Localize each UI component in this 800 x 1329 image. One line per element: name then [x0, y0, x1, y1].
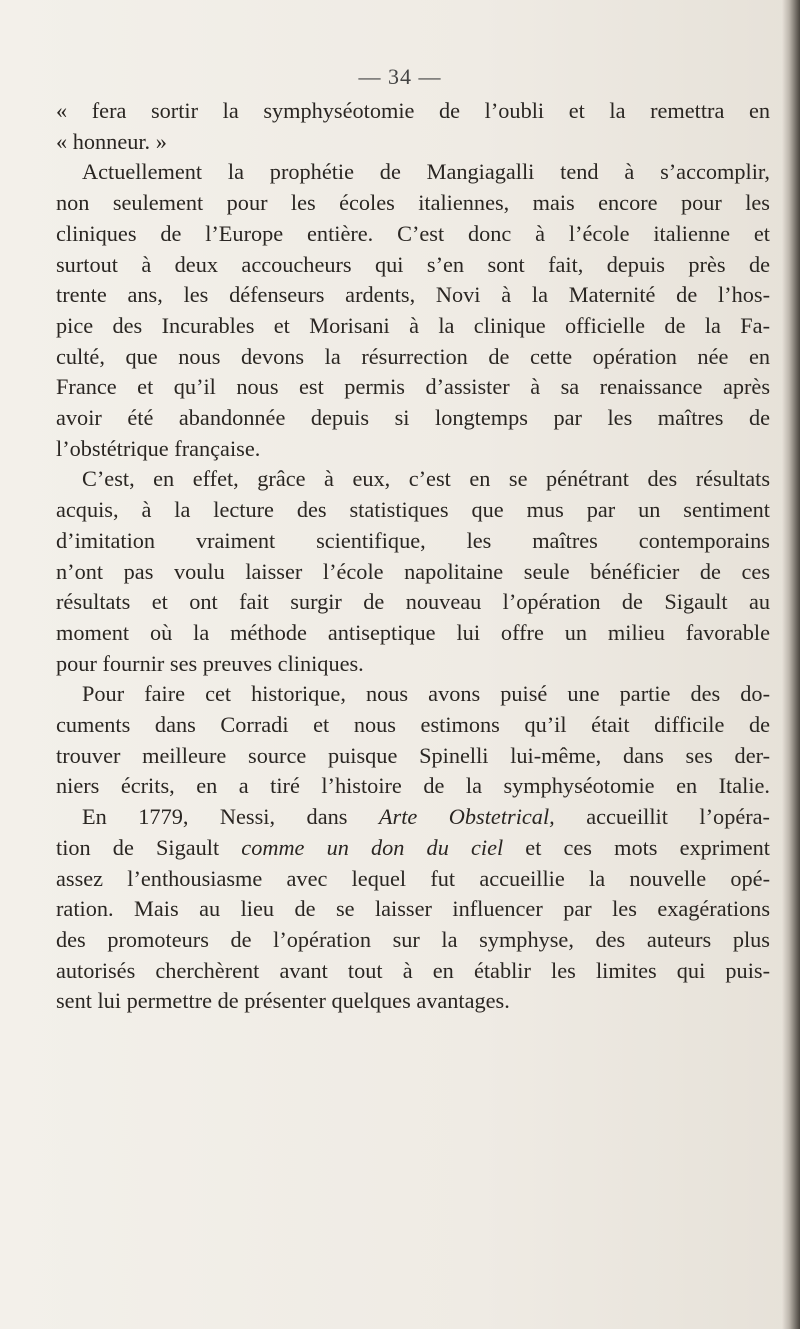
text-line: autorisés cherchèrent avant tout à en établir les limites qui puis- — [56, 957, 770, 983]
text-line: C’est, en effet, grâce à eux, c’est en se pénétrant des résultats — [82, 466, 770, 492]
text-line: acquis, à la lecture des statistiques que mus par un sentiment — [56, 497, 770, 523]
text-line: « honneur. » — [56, 128, 167, 154]
text-line: cuments dans Corradi et nous estimons qu’il était difficile de — [56, 712, 770, 738]
text-line: ration. Mais au lieu de se laisser influencer par les exagérations — [56, 896, 770, 922]
text-line: pour fournir ses preuves cliniques. — [56, 650, 364, 676]
text-line: résultats et ont fait surgir de nouveau l’opération de Sigault au — [56, 589, 770, 615]
text-segment: et ces mots expriment — [503, 834, 770, 860]
text-line: Pour faire cet historique, nous avons puisé une partie des do- — [82, 681, 770, 707]
text-line: sent lui permettre de présenter quelques avantages. — [56, 988, 510, 1014]
page-number: — 34 — — [358, 64, 442, 89]
text-line — [56, 802, 770, 833]
text-line — [56, 833, 770, 864]
text-segment: tion de Sigault — [56, 834, 242, 860]
text-line: culté, que nous devons la résurrection de cette opération née en — [56, 343, 770, 369]
text-line: assez l’enthousiasme avec lequel fut accueillie la nouvelle opé- — [56, 865, 770, 891]
text-line: trouver meilleure source puisque Spinelli lui-même, dans ses der- — [56, 742, 770, 768]
text-line: « fera sortir la symphyséotomie de l’oubli et la remettra en — [56, 98, 770, 123]
page-edge-shadow — [782, 0, 800, 1329]
text-line: des promoteurs de l’opération sur la symphyse, des auteurs plus — [56, 926, 770, 952]
italic-text: Arte Obstetrical, — [378, 804, 555, 830]
body-text — [56, 96, 770, 1017]
text-segment: accueillit l’opéra- — [554, 804, 770, 830]
text-line: cliniques de l’Europe entière. C’est donc à l’école italienne et — [56, 220, 770, 246]
text-segment: En 1779, Nessi, dans — [82, 804, 379, 830]
text-line: n’ont pas voulu laisser l’école napolitaine seule bénéficier de ces — [56, 558, 770, 584]
italic-text: comme un don du ciel — [241, 834, 504, 860]
text-line: trente ans, les défenseurs ardents, Novi à la Maternité de l’hos- — [56, 282, 770, 308]
text-line: avoir été abandonnée depuis si longtemps par les maîtres de — [56, 405, 770, 431]
text-line: non seulement pour les écoles italiennes, mais encore pour les — [56, 190, 770, 216]
text-line: moment où la méthode antiseptique lui offre un milieu favorable — [56, 619, 770, 645]
text-line: Actuellement la prophétie de Mangiagalli tend à s’accomplir, — [82, 159, 770, 185]
text-line: surtout à deux accoucheurs qui s’en sont fait, depuis près de — [56, 251, 770, 277]
text-line: France et qu’il nous est permis d’assister à sa renaissance après — [56, 374, 770, 400]
text-line: l’obstétrique française. — [56, 435, 261, 461]
text-line: niers écrits, en a tiré l’histoire de la symphyséotomie en Italie. — [56, 773, 770, 799]
text-line: pice des Incurables et Morisani à la clinique officielle de la Fa- — [56, 312, 770, 338]
text-line: d’imitation vraiment scientifique, les maîtres contemporains — [56, 527, 770, 553]
